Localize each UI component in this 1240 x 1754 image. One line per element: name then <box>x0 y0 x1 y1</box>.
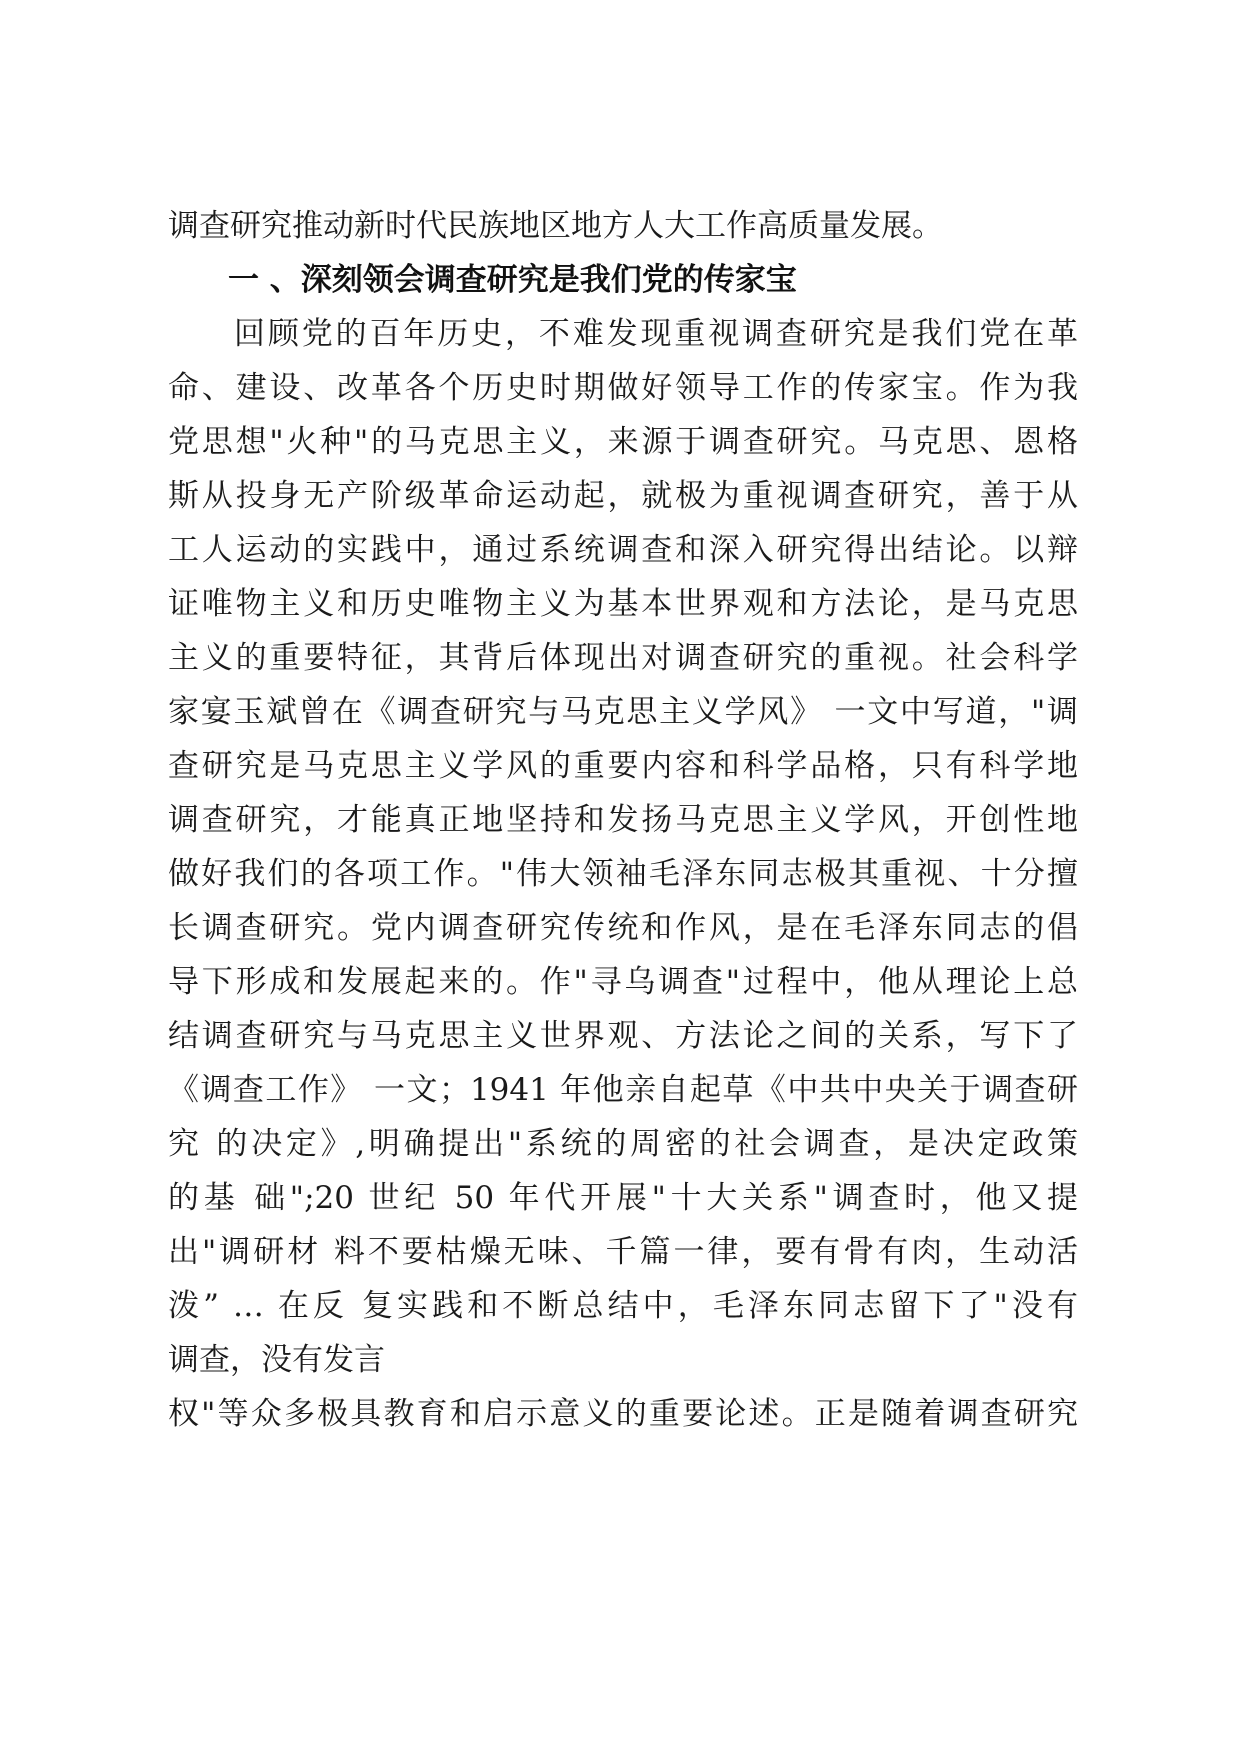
text-line: 权"等众多极具教育和启示意义的重要论述。正是随着调查研究 <box>168 1396 1078 1432</box>
text-line: 主义的重要特征，其背后体现出对调查研究的重视。社会科学 <box>168 640 1078 676</box>
text-line: 回顾党的百年历史，不难发现重视调查研究是我们党在革 <box>234 316 1078 352</box>
text-line: 工人运动的实践中，通过系统调查和深入研究得出结论。以辩 <box>168 532 1078 568</box>
body-text <box>168 199 1078 1441</box>
text-line: 究 的决定》,明确提出"系统的周密的社会调查，是决定政策 <box>168 1126 1078 1162</box>
text-line: 的基 础";20 世纪 50 年代开展"十大关系"调查时，他又提 <box>168 1180 1078 1216</box>
text-line: 长调查研究。党内调查研究传统和作风，是在毛泽东同志的倡 <box>168 910 1078 946</box>
text-line: 调查研究推动新时代民族地区地方人大工作高质量发展。 <box>168 208 943 244</box>
text-line: 调查研究，才能真正地坚持和发扬马克思主义学风，开创性地 <box>168 802 1078 838</box>
text-line: 证唯物主义和历史唯物主义为基本世界观和方法论，是马克思 <box>168 586 1078 622</box>
text-line: 党思想"火种"的马克思主义，来源于调查研究。马克思、恩格 <box>168 424 1078 460</box>
text-line: 导下形成和发展起来的。作"寻乌调查"过程中，他从理论上总 <box>168 964 1078 1000</box>
text-line: 命、建设、改革各个历史时期做好领导工作的传家宝。作为我 <box>168 370 1078 406</box>
text-line: 调查，没有发言 <box>168 1342 385 1378</box>
text-line: 《调查工作》 一文；1941 年他亲自起草《中共中央关于调查研 <box>168 1072 1078 1108</box>
text-line: 出"调研材 料不要枯燥无味、千篇一律，要有骨有肉，生动活 <box>168 1234 1078 1270</box>
text-line: 查研究是马克思主义学风的重要内容和科学品格，只有科学地 <box>168 748 1078 784</box>
text-line: 做好我们的各项工作。"伟大领袖毛泽东同志极其重视、十分擅 <box>168 856 1078 892</box>
text-line: 家宴玉斌曾在《调查研究与马克思主义学风》 一文中写道，"调 <box>168 694 1078 730</box>
text-line: 泼” … 在反 复实践和不断总结中，毛泽东同志留下了"没有 <box>168 1288 1078 1324</box>
text-line: 结调查研究与马克思主义世界观、方法论之间的关系，写下了 <box>168 1018 1078 1054</box>
text-line: 斯从投身无产阶级革命运动起，就极为重视调查研究，善于从 <box>168 478 1078 514</box>
section-heading: 一 、深刻领会调查研究是我们党的传家宝 <box>228 262 797 298</box>
